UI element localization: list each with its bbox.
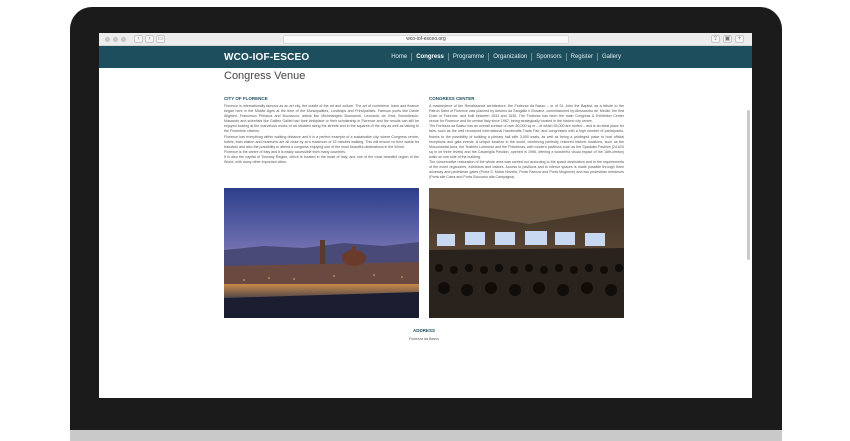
city-paragraph: It is also the capital of Tuscany Region, which is located in the heart of Italy, and one of the most beautiful region of the World, with many other important cities. — [224, 154, 419, 165]
nav-home[interactable]: Home — [391, 54, 408, 60]
city-heading: CITY OF FLORENCE — [224, 96, 268, 101]
city-paragraph: Florence has everything within walking distance and it is a perfect example of a sustainable city, where Congress centre, hotels, train station and museums are all close by at a maximum of 15 minutes walking. This will ensure no time waste for transfers and also the possibility to attend a congress enjoying one of the most beautiful destinations in the World. — [224, 134, 419, 149]
main-content — [224, 70, 624, 341]
nav-organization[interactable]: Organization — [488, 53, 531, 61]
city-paragraph: Florence is internationally famous as an art city, the cradle of the art and culture. The art of commerce, bank and finance began here in the Middle Ages at the time of the Municipalities, Lordships and Principalities. Famous poets like Dante Alighieri, Francesco Petrarca and Boccaccio; artists like Michelangelo Buonarroti, Leonardo da Vinci, Brunelleschi, Masaccio and scientists like Galileo Galilei had their birthplace or their scholarship in Florence and the results can still be enjoyed looking at the marvelous works of art situated along the streets and in the squares of the city as well as talking to the Florentine citizens. — [224, 104, 419, 134]
address-bar[interactable]: wco-iof-esceo.org — [283, 35, 569, 44]
center-paragraph: The Fortezza da Basso has an overall surface of over 80,000 sq m – of which 55,000 are roofed – and is an ideal place for fairs, such as the well renowned International Handicrafts Trade Fair, and congresses with a high number of participants, thanks to the possibility of building a plenary hall with 3,000 seats, as well as being a privileged place to host official receptions and gala events. A unique location in the world, combining perfectly restored historic locations, such as the Monumental Area, the Teatrino Lorenese and the Polverinas, with modern pavilions such as the Spadolini Pavilion (24,620 sq m on three levels) and the Cavaniglia Pavilion, opened in 1996, offering a wonderful visual impact of the 16th-century walls on one side of the building. — [429, 124, 624, 159]
city-column — [224, 96, 419, 180]
center-paragraph: A masterpiece of the Renaissance architecture, the Fortezza da Basso – or of St. John the Baptist, as a tribute to the Patron Saint of Florence was planned by Antonio da Sangallo il Giovane, commissioned by Alessandro de' Medici, the first Duke of Florence, and built between 1534 and 1536. The Fortezza has been the main Congress & Exhibition Center venue for Florence and for central Italy since 1967, being strategically located in the historic city centre. — [429, 104, 624, 124]
scrollbar[interactable] — [747, 110, 750, 260]
main-nav — [387, 46, 625, 68]
city-paragraph: Florence is the centre of Italy and it is easily accessible from many countries. — [224, 149, 347, 154]
site-header — [99, 46, 752, 68]
browser-window — [99, 33, 752, 398]
address-heading: ADDRESS — [412, 328, 435, 334]
window-controls — [105, 37, 126, 42]
florence-skyline-photo — [224, 188, 419, 318]
close-window-icon[interactable] — [105, 37, 110, 42]
nav-gallery[interactable]: Gallery — [597, 53, 625, 61]
minimize-window-icon[interactable] — [113, 37, 118, 42]
nav-register[interactable]: Register — [566, 53, 597, 61]
forward-icon[interactable]: › — [145, 35, 154, 43]
nav-congress[interactable]: Congress — [411, 53, 448, 61]
page-title: Congress Venue — [224, 70, 306, 82]
nav-programme[interactable]: Programme — [448, 53, 488, 61]
center-paragraph: The conservative restoration of the whole area was carried out according to the space destination and to the requirements of the event organizers, exhibitors and visitors. Access to pavilions and to interior spaces is made possible through three driveway and pedestrian gates (Porta S. Maria Novella, Porta Faenza and Porta Mugnone) and two pedestrian entrances (Porta alle Carra and Porta Soccorso alla Campagna). — [429, 160, 624, 180]
address-block — [224, 328, 624, 341]
text-columns — [224, 96, 624, 180]
address-line: Fortezza da Basso — [409, 337, 439, 342]
share-icon[interactable]: ⇪ — [712, 36, 719, 42]
maximize-window-icon[interactable] — [121, 37, 126, 42]
sidebar-icon[interactable]: ▭ — [157, 36, 164, 42]
congress-hall-photo — [429, 188, 624, 318]
center-heading: CONGRESS CENTER — [429, 96, 475, 101]
laptop-base — [70, 430, 782, 441]
new-tab-icon[interactable]: + — [735, 35, 744, 43]
tabs-icon[interactable]: ▣ — [724, 36, 731, 42]
history-nav — [134, 35, 165, 43]
back-icon[interactable]: ‹ — [134, 35, 143, 43]
browser-toolbar — [99, 33, 752, 46]
browser-actions — [711, 35, 744, 43]
site-logo[interactable]: WCO-IOF-ESCEO — [224, 51, 310, 63]
nav-sponsors[interactable]: Sponsors — [531, 53, 565, 61]
photo-row — [224, 188, 624, 318]
center-column — [429, 96, 624, 180]
